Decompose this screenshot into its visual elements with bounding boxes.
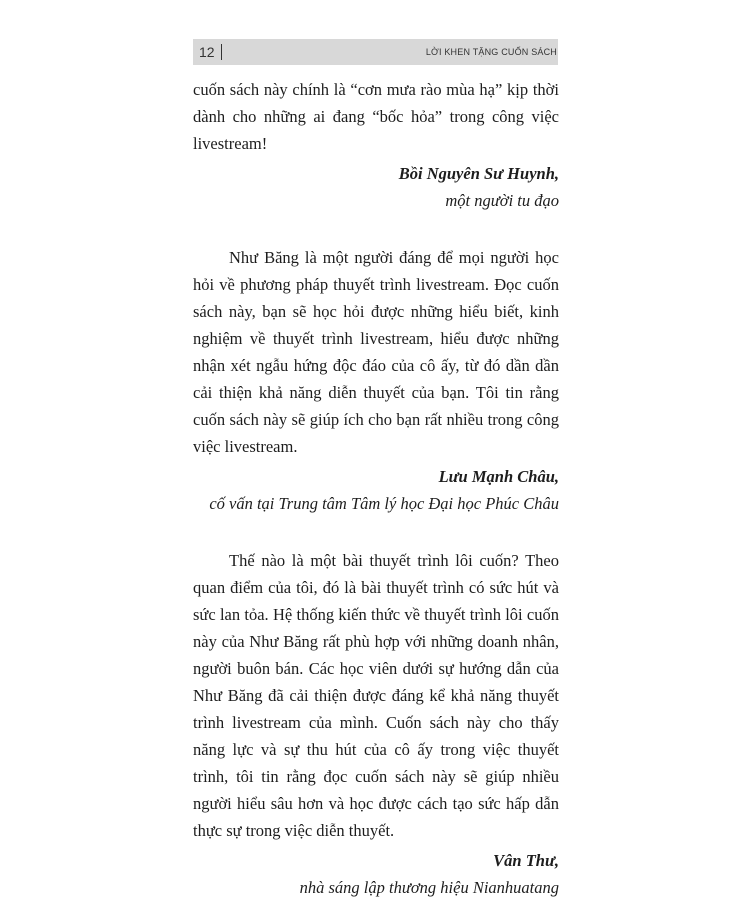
running-title: LỜI KHEN TẶNG CUỐN SÁCH [425, 47, 557, 57]
header-divider [221, 44, 222, 60]
testimonial-attribution-1 [193, 160, 559, 214]
testimonial-text-2: Như Băng là một người đáng để mọi người học hỏi về phương pháp thuyết trình livestream. Đọc cuốn sách này, bạn sẽ học hỏi được những hiểu biết, kinh nghiệm về thuyết trình livestream, hiểu được những nhận xét ngẫu hứng độc đáo của cô ấy, từ đó dần dần cải thiện khả năng diễn thuyết của bạn. Tôi tin rằng cuốn sách này sẽ giúp ích cho bạn rất nhiều trong công việc livestream. [193, 248, 559, 456]
page-number: 12 [199, 44, 215, 60]
attribution-role-3: nhà sáng lập thương hiệu Nianhuatang [299, 878, 559, 897]
attribution-name-3: Vân Thư, [493, 851, 559, 870]
spacer [193, 214, 559, 244]
testimonial-text-3: Thế nào là một bài thuyết trình lôi cuốn? Theo quan điểm của tôi, đó là bài thuyết trình có sức hút và sức lan tỏa. Hệ thống kiến thức về thuyết trình lôi cuốn này của Như Băng rất phù hợp với những doanh nhân, người buôn bán. Các học viên dưới sự hướng dẫn của Như Băng đã cải thiện được đáng kể khả năng thuyết trình livestream của mình. Cuốn sách này cho thấy năng lực và sự thu hút của cô ấy trong việc thuyết trình, tôi tin rằng đọc cuốn sách này sẽ giúp nhiều người hiểu sâu hơn và học được cách tạo sức hấp dẫn thực sự trong việc diễn thuyết. [193, 551, 559, 840]
spacer [193, 517, 559, 547]
testimonial-text-1: cuốn sách này chính là “cơn mưa rào mùa hạ” kịp thời dành cho những ai đang “bốc hỏa” trong công việc livestream! [193, 80, 559, 153]
testimonial-attribution-2 [193, 463, 559, 517]
attribution-name-1: Bồi Nguyên Sư Huynh, [398, 164, 559, 183]
attribution-name-2: Lưu Mạnh Châu, [438, 467, 559, 486]
page-content [193, 76, 559, 901]
testimonial-attribution-3 [193, 847, 559, 901]
attribution-role-2: cố vấn tại Trung tâm Tâm lý học Đại học Phúc Châu [209, 494, 559, 513]
attribution-role-1: một người tu đạo [445, 191, 559, 210]
